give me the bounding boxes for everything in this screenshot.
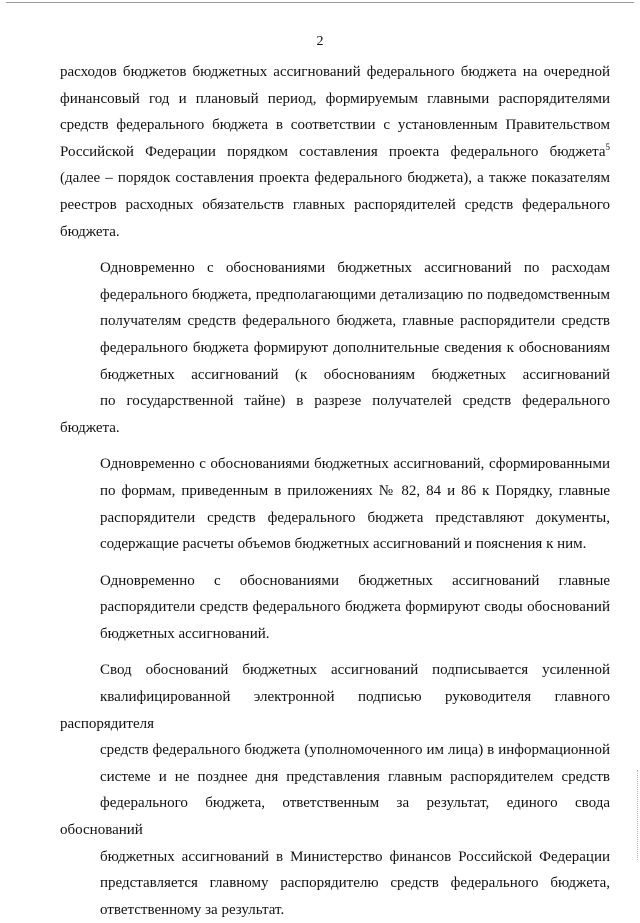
text-line: средств федерального бюджета (уполномоченного им лица) в информационной [100, 742, 610, 759]
footnote-marker: 5 [605, 141, 610, 152]
scan-edge-mark [637, 770, 638, 860]
paragraph-2 [60, 255, 610, 441]
document-body [60, 59, 610, 923]
text-line: Одновременно с обоснованиями бюджетных ассигнований по расходам [100, 260, 610, 277]
paragraph-1 [60, 59, 610, 245]
page-number: 2 [316, 34, 324, 49]
text-line: представляется главному распорядителю средств федерального бюджета, [100, 875, 610, 892]
text-line: по государственной тайне) в разрезе получателей средств федерального бюджета. [60, 393, 610, 436]
text-line: бюджета. [60, 223, 120, 240]
scan-top-edge [6, 2, 634, 3]
text-line: финансовый год и плановый период, формируемым главными распорядителями [60, 90, 610, 107]
text-line: федерального бюджета, предполагающими детализацию по подведомственным [100, 286, 610, 303]
text-line: федерального бюджета формируют дополнительные сведения к обоснованиям [100, 339, 610, 356]
text-line: бюджетных ассигнований в Министерство финансов Российской Федерации [100, 848, 610, 865]
text-line: получателям средств федерального бюджета, главные распорядители средств [100, 313, 610, 330]
text-line: бюджетных ассигнований (к обоснованиям бюджетных ассигнований [100, 366, 610, 383]
text-line: распорядители средств федерального бюджета формируют своды обоснований [100, 599, 610, 616]
text-line: квалифицированной электронной подписью руководителя главного распорядителя [60, 689, 610, 732]
text-line: ответственному за результат. [100, 901, 285, 918]
text-line: федерального бюджета, ответственным за результат, единого свода обоснований [60, 795, 610, 839]
text-line: содержащие расчеты объемов бюджетных ассигнований и пояснения к ним. [100, 536, 587, 553]
text-line: Свод обоснований бюджетных ассигнований подписывается усиленной [100, 662, 610, 679]
paragraph-3 [60, 451, 610, 557]
text-line: системе и не позднее дня представления главным распорядителем средств [100, 768, 610, 785]
text-line: Одновременно с обоснованиями бюджетных ассигнований главные [100, 572, 610, 589]
paragraph-4 [60, 568, 610, 648]
text-line: средств федерального бюджета в соответствии с установленным Правительством [60, 117, 610, 134]
text-line [60, 139, 610, 166]
text-line: по формам, приведенным в приложениях № 82, 84 и 86 к Порядку, главные [100, 482, 610, 499]
text-line-content: Российской Федерации порядком составления проекта федерального бюджета [60, 143, 606, 160]
text-line: бюджетных ассигнований. [100, 625, 270, 642]
text-line: (далее – порядок составления проекта федерального бюджета), а также показателям [60, 170, 610, 187]
text-line: Одновременно с обоснованиями бюджетных ассигнований, сформированными [100, 456, 610, 473]
text-line: распорядители средств федерального бюджета представляют документы, [100, 509, 610, 526]
text-line: расходов бюджетов бюджетных ассигнований федерального бюджета на очередной [60, 64, 610, 80]
text-line: реестров расходных обязательств главных распорядителей средств федерального [60, 196, 610, 213]
paragraph-5 [60, 657, 610, 923]
